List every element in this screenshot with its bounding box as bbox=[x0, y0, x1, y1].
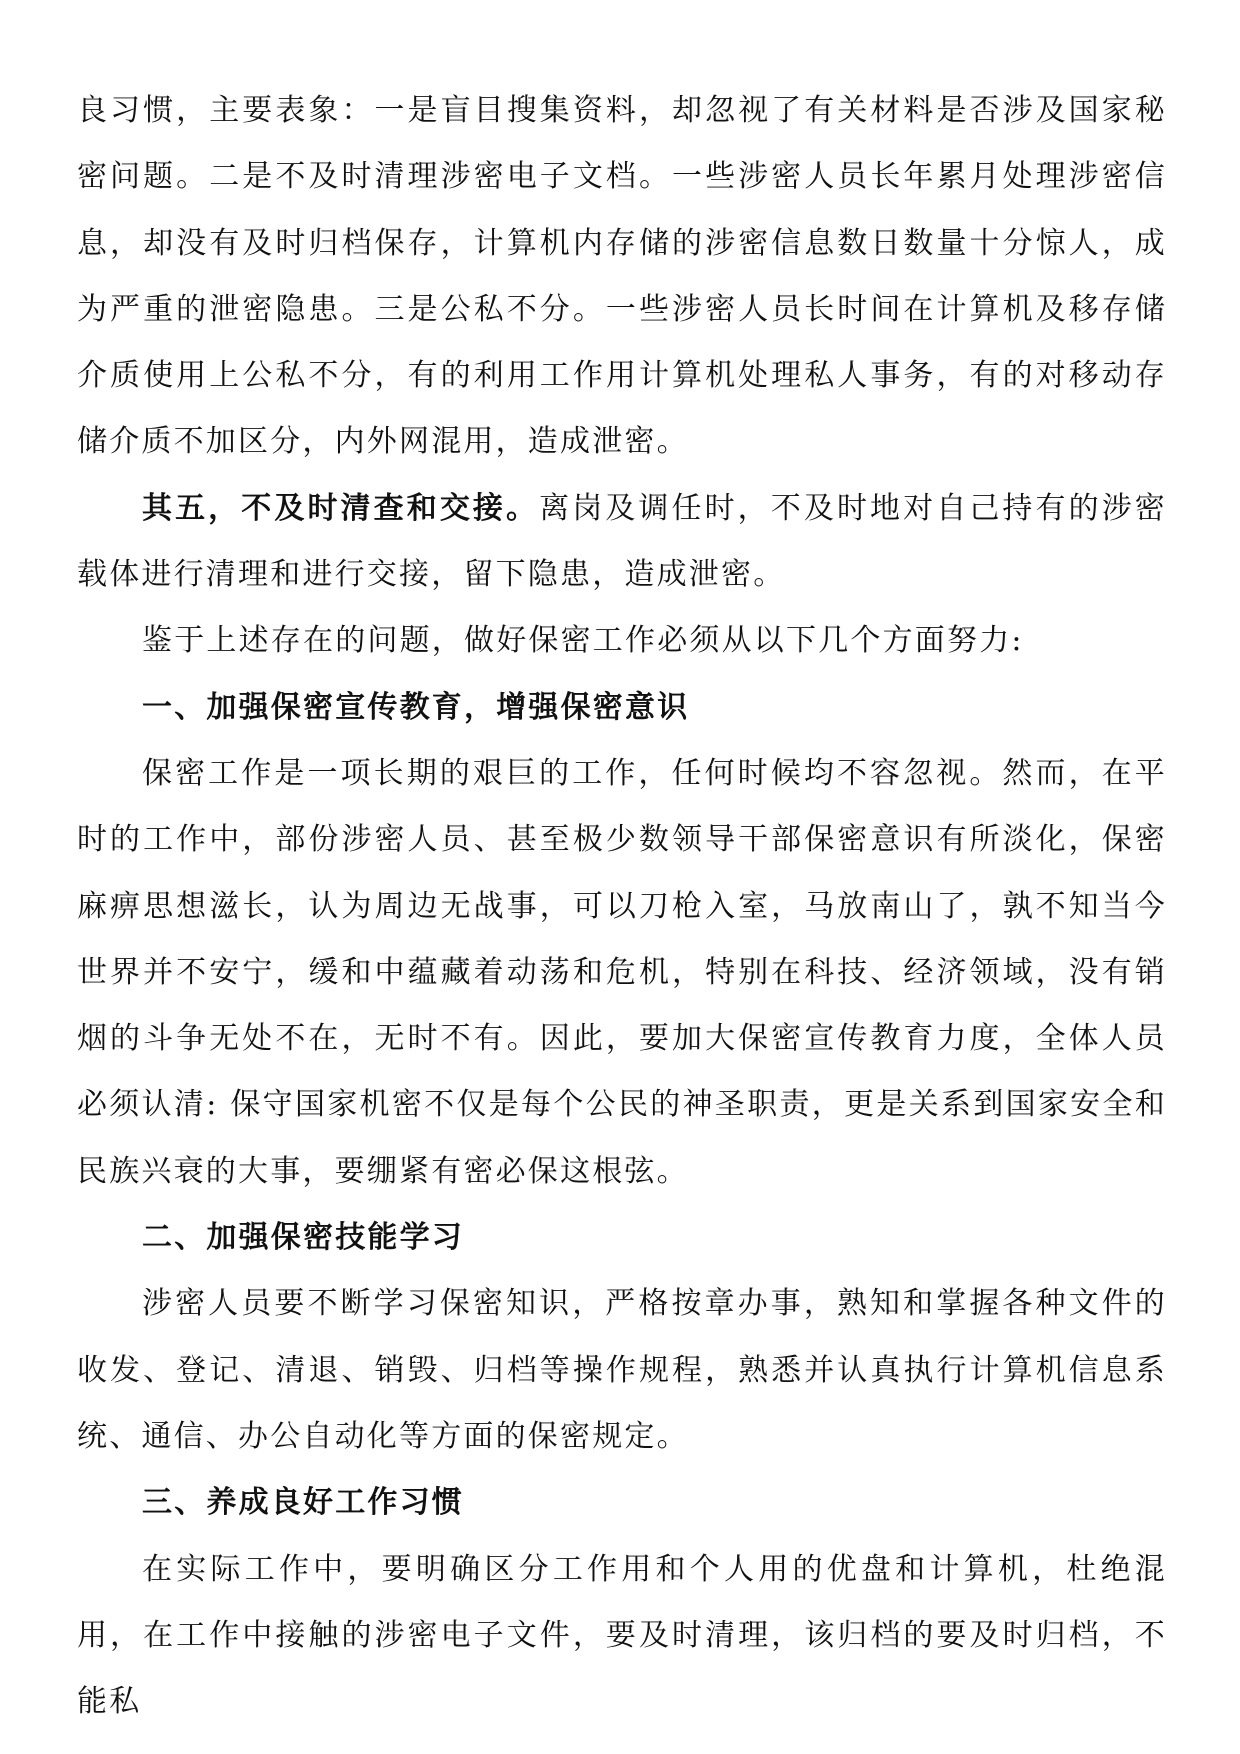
paragraph-continuation: 良习惯，主要表象：一是盲目搜集资料，却忽视了有关材料是否涉及国家秘密问题。二是不及时清理涉密电子文档。一些涉密人员长年累月处理涉密信息，却没有及时归档保存，计算机内存储的涉密信息数日数量十分惊人，成为严重的泄密隐患。三是公私不分。一些涉密人员长时间在计算机及移存储介质使用上公私不分，有的利用工作用计算机处理私人事务，有的对移动存储介质不加区分，内外网混用，造成泄密。 bbox=[77, 93, 1167, 460]
paragraph-lead-bold: 其五，不及时清查和交接。 bbox=[142, 490, 540, 526]
document-page bbox=[77, 78, 1167, 1735]
paragraph-section-3: 在实际工作中，要明确区分工作用和个人用的优盘和计算机，杜绝混用，在工作中接触的涉密电子文件，要及时清理，该归档的要及时归档，不能私 bbox=[77, 1551, 1167, 1720]
paragraph-item-five bbox=[77, 476, 1167, 609]
paragraph-section-2: 涉密人员要不断学习保密知识，严格按章办事，熟知和掌握各种文件的收发、登记、清退、销毁、归档等操作规程，熟悉并认真执行计算机信息系统、通信、办公自动化等方面的保密规定。 bbox=[77, 1286, 1167, 1454]
section-heading-3: 三、养成良好工作习惯 bbox=[142, 1485, 464, 1521]
paragraph-transition: 鉴于上述存在的问题，做好保密工作必须从以下几个方面努力: bbox=[142, 623, 1024, 659]
paragraph-body: 离岗及调任时，不及时地对自己持有的涉密载体进行清理和进行交接，留下隐患，造成泄密。 bbox=[77, 490, 1167, 593]
section-heading-1: 一、加强保密宣传教育，增强保密意识 bbox=[142, 689, 690, 725]
paragraph-section-1: 保密工作是一项长期的艰巨的工作，任何时候均不容忽视。然而，在平时的工作中，部份涉密人员、甚至极少数领导干部保密意识有所淡化，保密麻痹思想滋长，认为周边无战事，可以刀枪入室，马放南山了，孰不知当今世界并不安宁，缓和中蕴藏着动荡和危机，特别在科技、经济领域，没有销烟的斗争无处不在，无时不有。因此，要加大保密宣传教育力度，全体人员必须认清: 保守国家机密不仅是每个公民的神圣职责，更是关系到国家安全和民族兴衰的大事，要绷紧有密必保这根弦。 bbox=[77, 755, 1167, 1189]
section-heading-2: 二、加强保密技能学习 bbox=[142, 1220, 464, 1256]
